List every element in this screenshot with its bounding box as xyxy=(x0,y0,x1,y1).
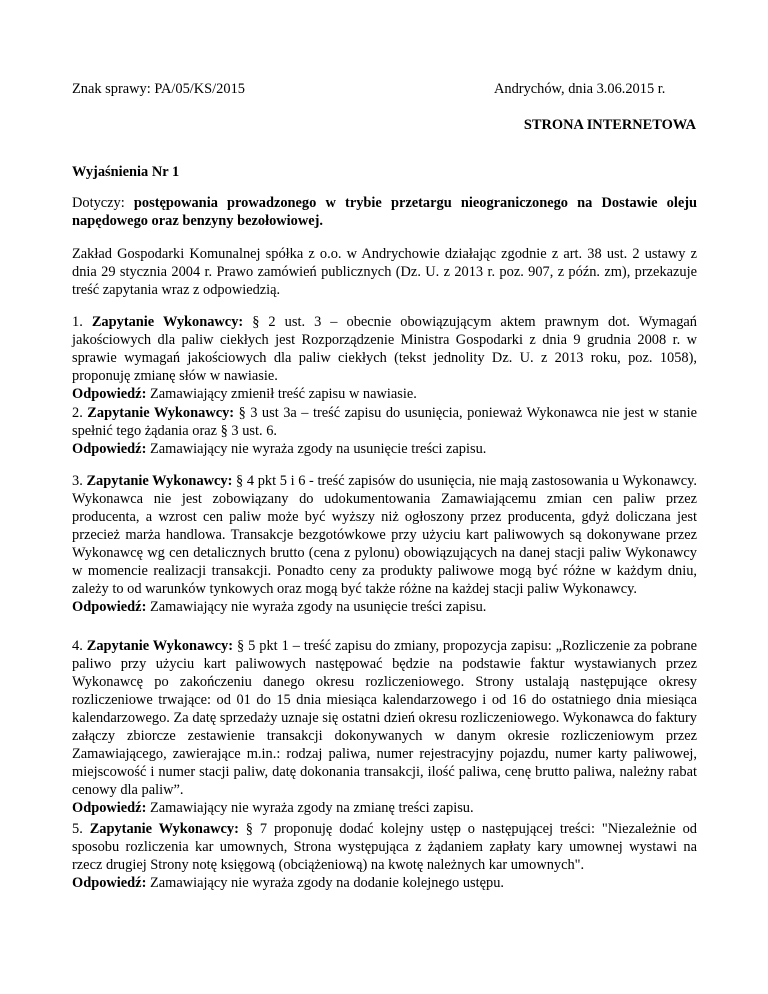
question-text: § 2 ust. 3 – obecnie obowiązującym aktem prawnym dot. Wymagań jakościowych dla paliw ciekłych jest Rozporządzenie Ministra Gospodarki z dnia 9 grudnia 2008 r. w sprawie wymagań jakościowych dla paliw ciekłych (tekst jednolity Dz. U. z 2013 roku, poz. 1058), proponuję zmianę słów w nawiasie. xyxy=(72,314,697,384)
item-5 xyxy=(72,820,697,892)
place-date: Andrychów, dnia 3.06.2015 r. xyxy=(494,81,666,97)
answer-text: Zamawiający nie wyraża zgody na usunięcie treści zapisu. xyxy=(146,441,487,457)
document-title: Wyjaśnienia Nr 1 xyxy=(72,164,180,180)
answer-text: Zamawiający nie wyraża zgody na dodanie kolejnego ustępu. xyxy=(146,875,504,891)
answer-label: Odpowiedź: xyxy=(72,441,147,457)
publication-label: STRONA INTERNETOWA xyxy=(523,117,696,133)
answer-text: Zamawiający nie wyraża zgody na zmianę treści zapisu. xyxy=(146,800,474,816)
question-label: Zapytanie Wykonawcy: xyxy=(91,314,244,330)
item-number: 5. xyxy=(72,821,90,837)
question-label: Zapytanie Wykonawcy: xyxy=(86,473,233,489)
question-label: Zapytanie Wykonawcy: xyxy=(86,638,234,654)
answer-label: Odpowiedź: xyxy=(72,599,147,615)
item-2 xyxy=(72,404,697,458)
question-text: § 5 pkt 1 – treść zapisu do zmiany, propozycja zapisu: „Rozliczenie za pobrane paliwo przy użyciu kart paliwowych następować będzie na podstawie faktur wystawianych przez Wykonawcę po zakończeniu danego okresu rozliczeniowego. Strony ustalają następujące okresy rozliczeniowe trwające: od 01 do 15 dnia miesiąca kalendarzowego i od 16 do ostatniego dnia miesiąca kalendarzowego. Za datę sprzedaży uznaje się ostatni dzień okresu rozliczeniowego. Wykonawca do faktury załączy zbiorcze zestawienie transakcji dokonywanych w danym okresie rozliczeniowym przez Zamawiającego, zawierające m.in.: rodzaj paliwa, numer rejestracyjny pojazdu, numer karty paliwowej, miejscowość i numer stacji paliw, datę dokonania transakcji, ilość paliwa, cenę brutto paliwa, należny rabat cenowy dla paliw”. xyxy=(72,638,697,798)
item-number: 2. xyxy=(72,405,88,421)
answer-text: Zamawiający zmienił treść zapisu w nawiasie. xyxy=(146,386,417,402)
item-4 xyxy=(72,637,697,817)
question-text: § 4 pkt 5 i 6 - treść zapisów do usunięcia, nie mają zastosowania u Wykonawcy. Wykonawca nie jest zobowiązany do udokumentowania Zamawiającemu zmian cen paliw przez producenta, a wzrost cen paliw może być wyższy niż ogłoszony przez producenta, gdyż doliczana jest przecież marża handlowa. Transakcje bezgotówkowe przy użyciu kart paliwowych są dokonywane przez Wykonawcę wg cen detalicznych brutto (cena z pylonu) obowiązujących na danej stacji paliw Wykonawcy w momencie realizacji transakcji. Ponadto ceny za produkty paliwowe mogą być różne w każdym dniu, zależy to od warunków tynkowych oraz mogą być także różne na każdej stacji paliw Wykonawcy. xyxy=(72,473,697,597)
question-label: Zapytanie Wykonawcy: xyxy=(89,821,239,837)
answer-label: Odpowiedź: xyxy=(72,386,147,402)
item-3 xyxy=(72,472,697,616)
item-1 xyxy=(72,313,697,403)
intro-paragraph: Zakład Gospodarki Komunalnej spółka z o.o. w Andrychowie działając zgodnie z art. 38 ust. 2 ustawy z dnia 29 stycznia 2004 r. Prawo zamówień publicznych (Dz. U. z 2013 r. poz. 907, z późn. zm), przekazuje treść zapytania wraz z odpowiedzią. xyxy=(72,246,697,298)
answer-text: Zamawiający nie wyraża zgody na usunięcie treści zapisu. xyxy=(146,599,487,615)
subject-label: Dotyczy: xyxy=(72,195,134,211)
subject-paragraph xyxy=(72,194,697,230)
question-text: § 3 ust 3a – treść zapisu do usunięcia, ponieważ Wykonawca nie jest w stanie spełnić tego żądania oraz § 3 ust. 6. xyxy=(72,405,697,439)
answer-label: Odpowiedź: xyxy=(72,800,147,816)
answer-label: Odpowiedź: xyxy=(72,875,147,891)
item-number: 4. xyxy=(72,638,87,654)
question-label: Zapytanie Wykonawcy: xyxy=(87,405,235,421)
item-number: 1. xyxy=(72,314,92,330)
subject-text: postępowania prowadzonego w trybie przetargu nieograniczonego na Dostawie oleju napędowego oraz benzyny bezołowiowej. xyxy=(72,195,697,229)
question-text: § 7 proponuję dodać kolejny ustęp o następującej treści: "Niezależnie od sposobu rozliczenia kar umownych, Strona występująca z żądaniem zapłaty kary umownej wystawi na rzecz drugiej Strony notę księgową (obciążeniową) na kwotę należnych kar umownych". xyxy=(72,821,697,873)
case-number: Znak sprawy: PA/05/KS/2015 xyxy=(72,81,245,97)
item-number: 3. xyxy=(72,473,87,489)
